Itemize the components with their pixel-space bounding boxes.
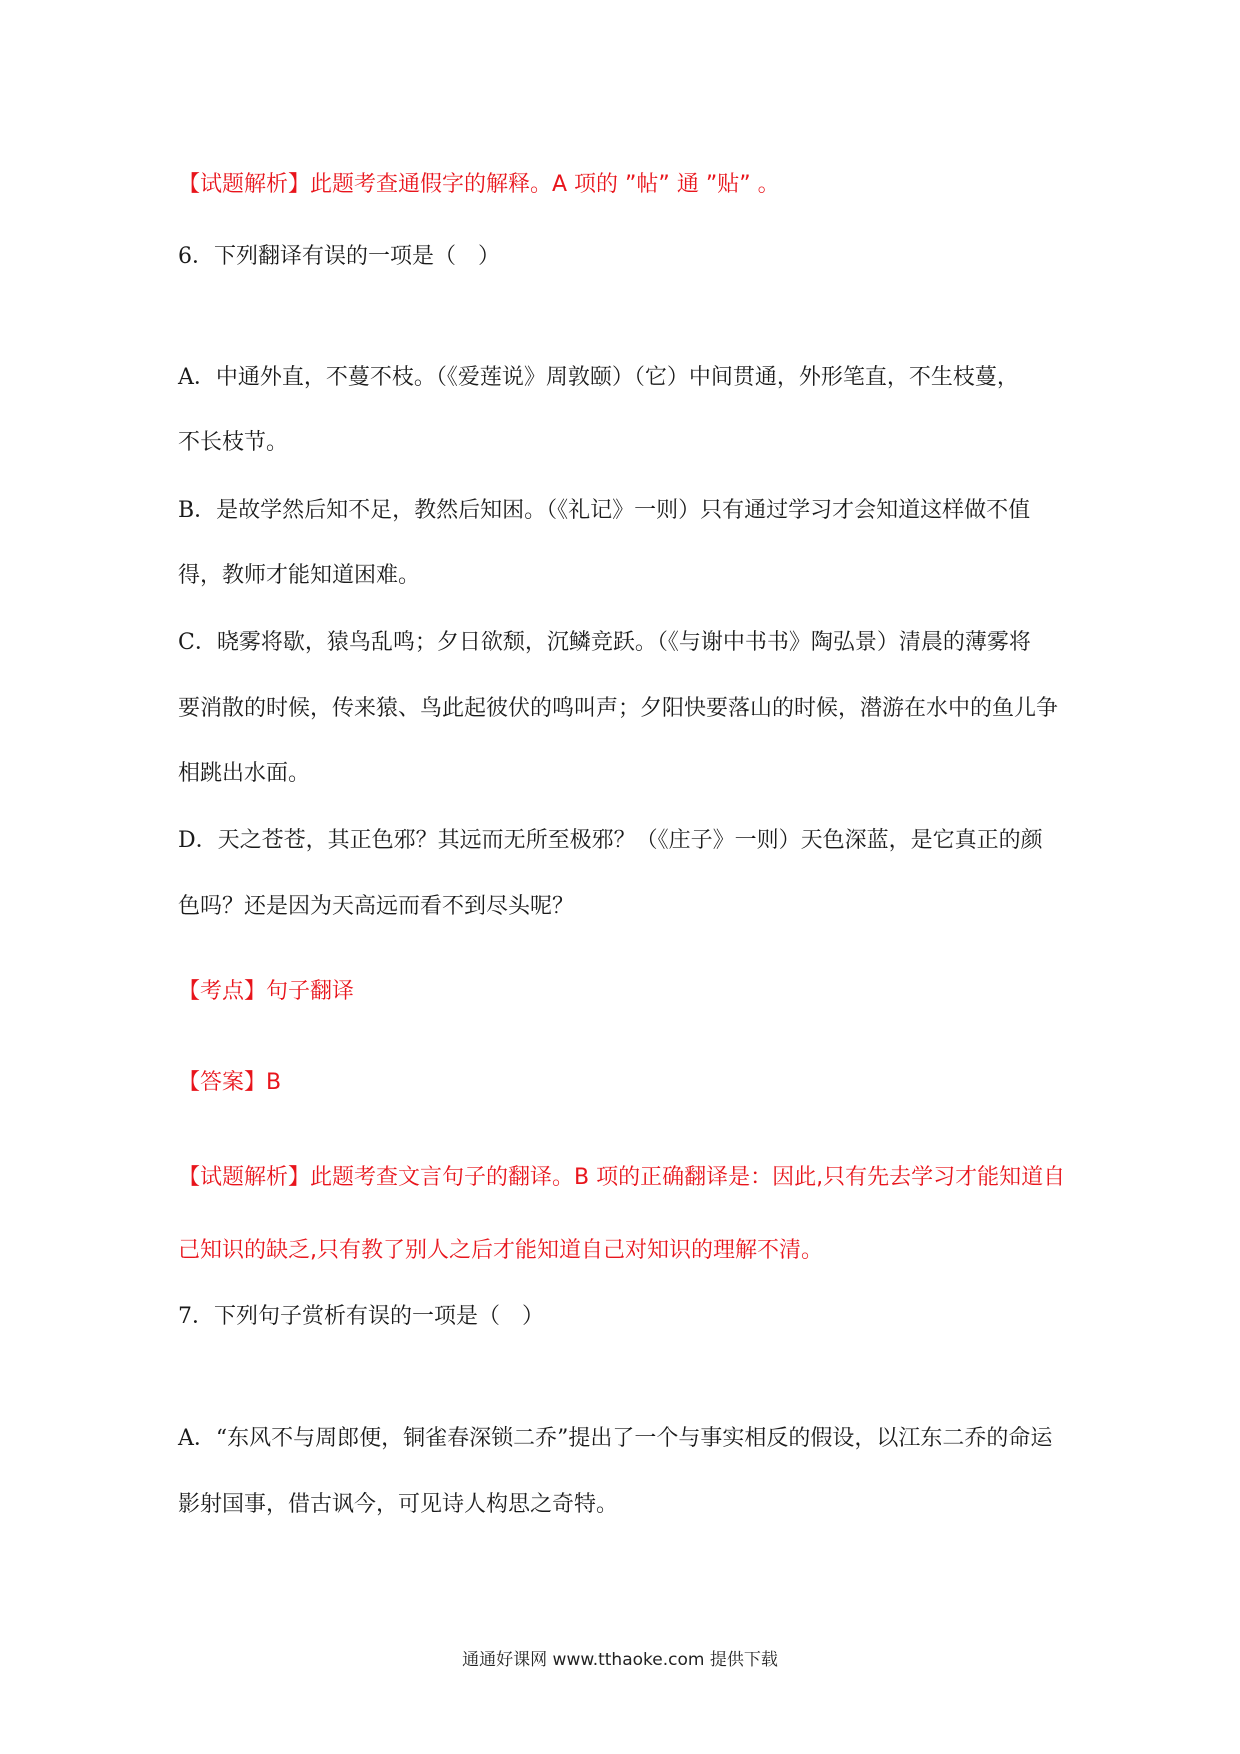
q6-option-c-line3: 相跳出水面。 xyxy=(178,761,311,786)
q6-answer: 【答案】B xyxy=(178,1070,282,1095)
q6-option-b-line2: 得，教师才能知道困难。 xyxy=(178,563,421,588)
q6-option-a-line2: 不长枝节。 xyxy=(178,430,289,455)
q5-analysis: 【试题解析】此题考查通假字的解释。A 项的 ”帖” 通 ”贴” 。 xyxy=(178,172,780,197)
q6-option-d-line1: D．天之苍苍，其正色邪？其远而无所至极邪？（《庄子》一则）天色深蓝，是它真正的颜 xyxy=(178,828,1043,853)
q6-analysis-line2: 己知识的缺乏,只有教了别人之后才能知道自己对知识的理解不清。 xyxy=(178,1238,823,1263)
q7-option-a-line1: A．“东风不与周郎便，铜雀春深锁二乔”提出了一个与事实相反的假设，以江东二乔的命运 xyxy=(178,1426,1053,1451)
q6-option-c-line1: C．晓雾将歇，猿鸟乱鸣；夕日欲颓，沉鳞竞跃。（《与谢中书书》陶弘景）清晨的薄雾将 xyxy=(178,630,1031,655)
page-footer: 通通好课网 www.tthaoke.com 提供下载 xyxy=(462,1650,778,1670)
q6-option-b-line1: B．是故学然后知不足，教然后知困。（《礼记》一则）只有通过学习才会知道这样做不值 xyxy=(178,498,1031,523)
q6-point: 【考点】句子翻译 xyxy=(178,979,355,1004)
q6-option-c-line2: 要消散的时候，传来猿、鸟此起彼伏的鸣叫声；夕阳快要落山的时候，潜游在水中的鱼儿争 xyxy=(178,696,1059,721)
q6-stem: 6．下列翻译有误的一项是（ ） xyxy=(178,244,500,269)
q6-analysis-line1: 【试题解析】此题考查文言句子的翻译。B 项的正确翻译是：因此,只有先去学习才能知道自 xyxy=(178,1165,1066,1190)
q6-option-a-line1: A．中通外直，不蔓不枝。（《爱莲说》周敦颐）（它）中间贯通，外形笔直，不生枝蔓， xyxy=(178,365,1019,390)
q7-option-a-line2: 影射国事，借古讽今，可见诗人构思之奇特。 xyxy=(178,1492,619,1517)
q7-stem: 7．下列句子赏析有误的一项是（ ） xyxy=(178,1304,544,1329)
q6-option-d-line2: 色吗？还是因为天高远而看不到尽头呢？ xyxy=(178,894,575,919)
